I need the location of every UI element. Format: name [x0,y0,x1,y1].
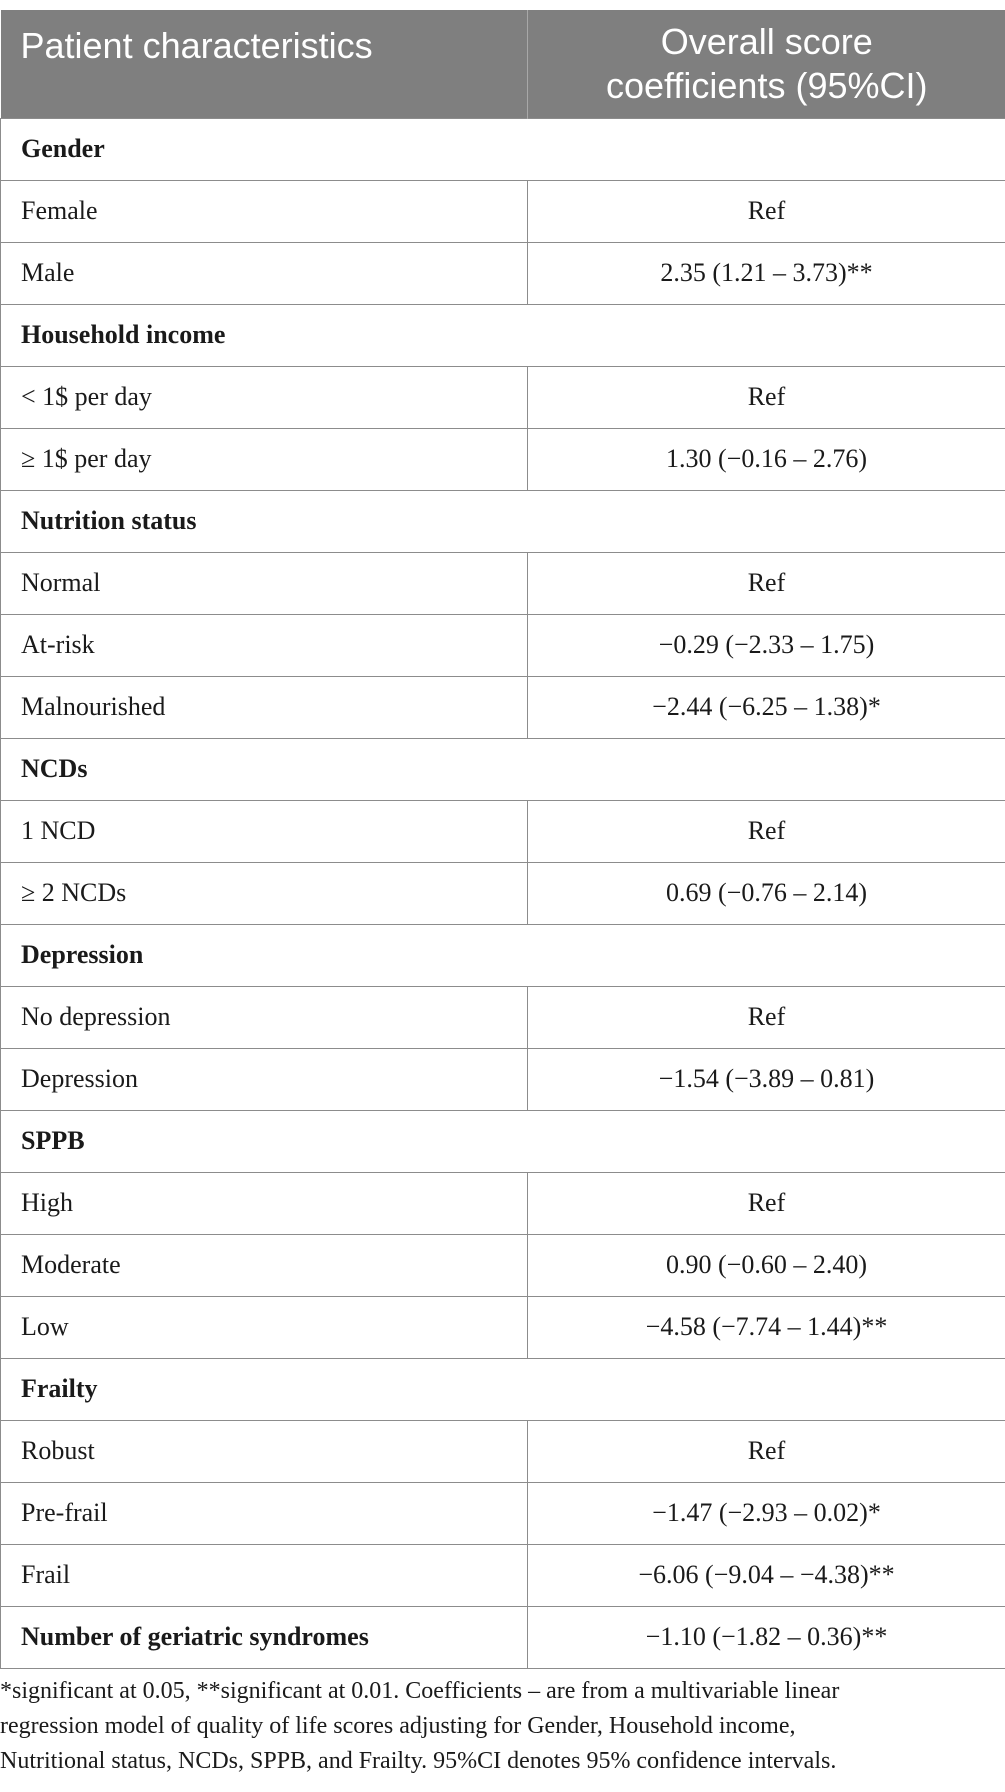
section-label: Nutrition status [1,490,1005,552]
results-table-container [0,10,1005,1669]
table-row [1,428,1005,490]
row-label: Moderate [1,1234,528,1296]
table-row [1,1172,1005,1234]
row-label: Robust [1,1420,528,1482]
table-row [1,1048,1005,1110]
table-row [1,614,1005,676]
row-value: Ref [528,986,1005,1048]
table-row [1,1234,1005,1296]
row-label: Low [1,1296,528,1358]
row-value: −1.54 (−3.89 – 0.81) [528,1048,1005,1110]
row-label: High [1,1172,528,1234]
table-row [1,552,1005,614]
table-row [1,986,1005,1048]
row-label: Normal [1,552,528,614]
header-row [1,10,1005,118]
row-value: −4.58 (−7.74 – 1.44)** [528,1296,1005,1358]
row-label: ≥ 1$ per day [1,428,528,490]
row-value: Ref [528,1420,1005,1482]
row-label: Male [1,242,528,304]
row-label: Female [1,180,528,242]
table-row [1,1482,1005,1544]
table-row [1,1296,1005,1358]
table-row [1,366,1005,428]
header-overall-score [528,10,1005,118]
row-value: Ref [528,1172,1005,1234]
table-row [1,800,1005,862]
row-label: Number of geriatric syndromes [1,1606,528,1668]
row-value: 0.90 (−0.60 – 2.40) [528,1234,1005,1296]
row-label: Depression [1,1048,528,1110]
table-row [1,1544,1005,1606]
footnote-line: regression model of quality of life scores adjusting for Gender, Household income, [0,1713,796,1739]
row-label: Pre-frail [1,1482,528,1544]
row-label: No depression [1,986,528,1048]
row-label: Frail [1,1544,528,1606]
row-label: < 1$ per day [1,366,528,428]
table-row-geriatric-syndromes [1,1606,1005,1668]
section-label: Frailty [1,1358,1005,1420]
row-value: 2.35 (1.21 – 3.73)** [528,242,1005,304]
row-value: −6.06 (−9.04 – −4.38)** [528,1544,1005,1606]
section-label: SPPB [1,1110,1005,1172]
section-label: Depression [1,924,1005,986]
row-value: 0.69 (−0.76 – 2.14) [528,862,1005,924]
table-row [1,242,1005,304]
section-row-frailty [1,1358,1005,1420]
footnote-line: Nutritional status, NCDs, SPPB, and Frailty. 95%CI denotes 95% confidence intervals. [0,1748,837,1774]
footnote-line: *significant at 0.05, **significant at 0.01. Coefficients – are from a multivariable linear [0,1678,840,1704]
row-value: −2.44 (−6.25 – 1.38)* [528,676,1005,738]
section-row-ncds [1,738,1005,800]
row-label: At-risk [1,614,528,676]
section-label: NCDs [1,738,1005,800]
section-row-sppb [1,1110,1005,1172]
row-value: Ref [528,800,1005,862]
row-value: −1.47 (−2.93 – 0.02)* [528,1482,1005,1544]
header-overall-score-line2: coefficients (95%CI) [606,64,928,106]
header-patient-characteristics: Patient characteristics [1,10,528,118]
row-label: 1 NCD [1,800,528,862]
row-label: Malnourished [1,676,528,738]
row-value: −1.10 (−1.82 – 0.36)** [528,1606,1005,1668]
section-label: Gender [1,118,1005,180]
row-value: −0.29 (−2.33 – 1.75) [528,614,1005,676]
table-footnote [0,1674,990,1779]
row-label: ≥ 2 NCDs [1,862,528,924]
table-row [1,180,1005,242]
section-row-nutrition-status [1,490,1005,552]
table-row [1,862,1005,924]
row-value: Ref [528,552,1005,614]
row-value: Ref [528,366,1005,428]
section-row-gender [1,118,1005,180]
header-overall-score-line1: Overall score [660,20,873,62]
row-value: Ref [528,180,1005,242]
table-row [1,1420,1005,1482]
results-table [0,10,1005,1669]
table-row [1,676,1005,738]
section-row-depression [1,924,1005,986]
section-label: Household income [1,304,1005,366]
section-row-household-income [1,304,1005,366]
row-value: 1.30 (−0.16 – 2.76) [528,428,1005,490]
